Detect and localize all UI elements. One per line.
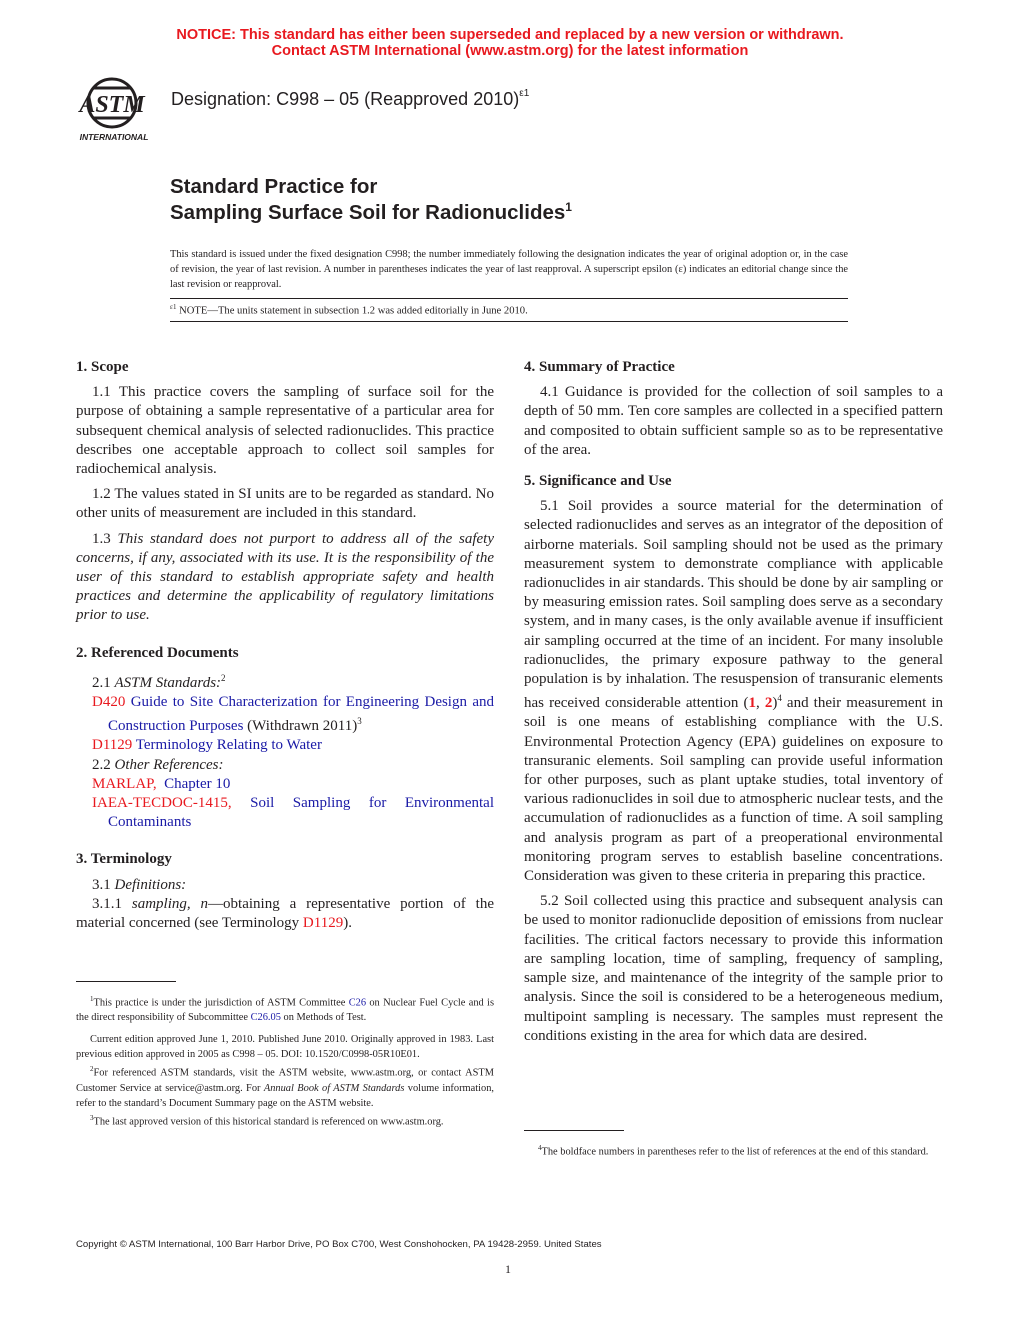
- footnote-1-edition: Current edition approved June 1, 2010. Published June 2010. Originally approved in 1983. Last previous edition approved in 2005 as C998 – 05. DOI: 10.1520/C0998-05R10E01.: [76, 1034, 494, 1061]
- footnote-4: $^4$The boldface numbers in parentheses refer to the list of references at the end of this standard.: [538, 1144, 929, 1158]
- ref-d420[interactable]: D420 Guide to Site Characterization for Engineering Design and Construction Purposes (Withdrawn 2011)$^3$: [92, 694, 494, 735]
- left-footnotes: [76, 992, 494, 1129]
- link-d420-title[interactable]: Guide to Site Characterization for Engineering Design and Construction Purposes: [108, 694, 494, 735]
- designation: Designation: C998 – 05 (Reapproved 2010)$^{\varepsilon 1}$: [171, 88, 530, 109]
- para-2-2: 2.2 Other References:: [92, 756, 224, 773]
- link-d1129-terminology[interactable]: D1129: [302, 915, 344, 932]
- logo-caption: INTERNATIONAL: [79, 132, 149, 142]
- para-1-2: 1.2 The values stated in SI units are to be regarded as standard. No other units of measurement are included in this standard.: [76, 486, 494, 522]
- para-5-2: 5.2 Soil collected using this practice and subsequent analysis can be used to monitor radionuclide deposition of emissions from nuclear facilities. The critical factors necessary to provide this information are sampling location, time of sampling, frequency of sampling, sample size, and maintenance of the integrity of the sample prior to analysis. Since the soil is considered to be a heterogeneous medium, multipoint sampling is necessary. The samples must represent the conditions existing in the area for which data are desired.: [524, 893, 943, 1044]
- title-line-1: Standard Practice for: [170, 175, 378, 198]
- footnote-3: $^3$The last approved version of this historical standard is referenced on www.astm.org.: [90, 1113, 444, 1128]
- page-number: 1: [505, 1262, 511, 1276]
- para-2-1: 2.1 ASTM Standards:$^2$: [92, 672, 226, 691]
- copyright: Copyright © ASTM International, 100 Barr Harbor Drive, PO Box C700, West Conshohocken, PA 19428-2959. United States: [76, 1239, 602, 1250]
- ref-marlap[interactable]: [76, 775, 494, 794]
- section-4-heading: 4. Summary of Practice: [524, 359, 675, 375]
- right-footnotes: [524, 1141, 943, 1159]
- link-c26[interactable]: C26: [348, 997, 367, 1009]
- notice-line-2: Contact ASTM International (www.astm.org) for the latest information: [271, 43, 749, 59]
- title-sup: 1: [565, 200, 572, 214]
- left-footnote-rule: [76, 981, 176, 982]
- section-1-heading: 1. Scope: [76, 359, 129, 375]
- link-iaea[interactable]: IAEA-TECDOC-1415,: [92, 795, 232, 812]
- para-1-3: 1.3 This standard does not purport to address all of the safety concerns, if any, associated with its use. It is the responsibility of the user of this standard to establish appropriate safety and health practices and determine the applicability of regulatory limitations prior to use.: [76, 530, 495, 624]
- ref-2-link[interactable]: 2: [764, 695, 773, 712]
- intro-rule-top: [170, 298, 848, 299]
- link-iaea-title[interactable]: Soil Sampling for Environmental Contaminants: [108, 795, 494, 831]
- section-3-heading: 3. Terminology: [76, 851, 172, 868]
- section-2-heading: 2. Referenced Documents: [76, 644, 239, 661]
- para-5-1: 5.1 Soil provides a source material for the determination of selected radionuclides and serves as an integrator of the deposition of airborne materials. Soil sampling should not be used as the primary measurement system to demonstrate compliance with applicable radionuclides in air standards. This should be done by air sampling or by measuring emission rates. Soil sampling does serve as a secondary system, and in many cases, is the only available avenue if insufficient air sampling occurred at the time of an incident. For many insoluble radionuclides, the primary exposure pathway to the general population is by inhalation. The resuspension of transuranic elements has received considerable attention (1, 2)$^4$ and their measurement in soil is one means of establishing compliance with the U.S. Environmental Protection Agency (EPA) guidelines on exposure to transuranic elements. Soil sampling can provide useful information for other purposes, such as plant uptake studies, total inventory of various radionuclides in soil due to atmospheric nuclear tests, and the accumulation of radionuclides as a function of time. A soil sampling and analysis program as part of a preoperational environmental monitoring program serves to establish baseline concentrations. Consideration was given to these criteria in preparing this practice.: [524, 498, 944, 885]
- link-c26-05[interactable]: C26.05: [250, 1012, 281, 1024]
- logo-text: ASTM: [79, 92, 145, 118]
- designation-sup: ε1: [519, 88, 530, 99]
- astm-logo: [70, 76, 162, 144]
- notice-line-1: NOTICE: This standard has either been superseded and replaced by a new version or withdrawn.: [176, 27, 844, 43]
- link-chapter-10[interactable]: Chapter 10: [164, 775, 231, 792]
- section-5-heading: 5. Significance and Use: [524, 473, 672, 490]
- para-1-1: 1.1 This practice covers the sampling of surface soil for the purpose of obtaining a sample representative of a particular area for subsequent chemical analysis of selected radionuclides. This practice describes one acceptable approach to collect soil samples for radiochemical analysis.: [76, 384, 494, 478]
- link-d1129[interactable]: D1129: [92, 737, 133, 754]
- footnote-1: $^1$This practice is under the jurisdiction of ASTM Committee C26 on Nuclear Fuel Cycle and is the direct responsibility of Subcommittee C26.05 on Methods of Test.: [76, 995, 494, 1024]
- link-d420[interactable]: D420: [92, 694, 126, 711]
- ref-1-link[interactable]: 1: [748, 695, 756, 712]
- right-column: [524, 358, 943, 1046]
- link-d1129-title[interactable]: Terminology Relating to Water: [135, 737, 322, 754]
- ref-d1129[interactable]: [76, 736, 494, 755]
- right-footnote-rule: [524, 1130, 624, 1131]
- left-column: [76, 358, 494, 933]
- intro-paragraph: This standard is issued under the fixed designation C998; the number immediately following the designation indicates the year of original adoption or, in the case of revision, the year of last revision. A number in parentheses indicates the year of last reapproval. A superscript epsilon (ε) indicates an editorial change since the last revision or reapproval.: [170, 249, 848, 290]
- link-marlap[interactable]: MARLAP,: [92, 775, 157, 792]
- ref-iaea[interactable]: [76, 794, 494, 832]
- para-4-1: 4.1 Guidance is provided for the collection of soil samples to a depth of 50 mm. Ten core samples are collected in a specified pattern and composited to obtain sufficient sample so as to be representative of the area.: [524, 384, 943, 458]
- editorial-note: $^{\varepsilon 1}$ NOTE—The units statement in subsection 1.2 was added editorially in June 2010.: [170, 303, 528, 317]
- para-3-1: 3.1 Definitions:: [92, 876, 187, 893]
- para-3-1-1: 3.1.1 sampling, n—obtaining a representative portion of the material concerned (see Terminology D1129).: [76, 895, 495, 932]
- intro-rule-bottom: [170, 321, 848, 322]
- astm-logo-mark: [70, 76, 162, 144]
- footnote-2: $^2$For referenced ASTM standards, visit the ASTM website, www.astm.org, or contact ASTM Customer Service at service@astm.org. For Annual Book of ASTM Standards volume information, refer to the standard’s Document Summary page on the ASTM website.: [76, 1065, 494, 1109]
- title-line-2: Sampling Surface Soil for Radionuclides$^1$: [170, 200, 572, 224]
